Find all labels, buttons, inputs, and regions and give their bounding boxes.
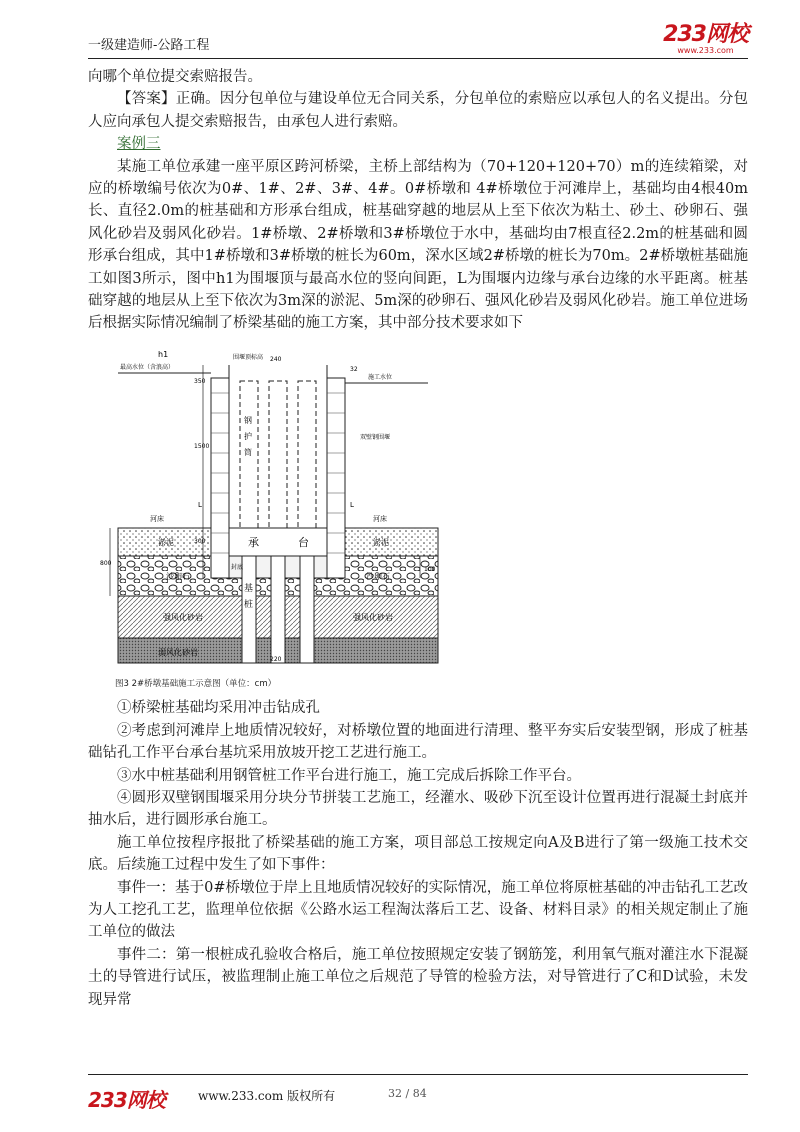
case-description: 某施工单位承建一座平原区跨河桥梁，主桥上部结构为（70+120+120+70）m的连续箱梁，对应的桥墩编号依次为0#、1#、2#、3#、4#。0#桥墩和 4#桥墩位于河滩岸上，基础均由4根40m长、直径2.0m的桩基础和方形承台组成，桩基础穿越的地层从上至下依次为粘土、砂土、砂卵石、强风化砂岩及弱风化砂岩。1#桥墩、2#桥墩和3#桥墩位于水中，基础均由7根直径2.2m的桩基础和圆形承台组成，其中1#桥墩和3#桥墩的桩长为60m，深水区域2#桥墩的桩长为70m。2#桥墩桩基础施工如图3所示，图中h1为围堰顶与最高水位的竖向间距，L为围堰内边缘与承台边缘的水平距离。桩基础穿越的地层从上至下依次为3m深的淤泥、5m深的砂卵石、强风化砂岩及弱风化砂岩。施工单位进场后根据实际情况编制了桥梁基础的施工方案，其中部分技术要求如下 <box>88 158 748 332</box>
label-double-wall: 双壁钢围堰 <box>360 433 391 441</box>
brand-logo-url: www.233.com <box>677 46 734 55</box>
label-cap-2: 台 <box>298 535 309 549</box>
label-silt-left: 淤泥 <box>158 537 174 547</box>
label-cofferdam-top: 围堰顶标高 <box>233 353 264 361</box>
dim-240: 240 <box>270 355 282 363</box>
header-title: 一级建造师-公路工程 <box>88 38 210 53</box>
requirement-3: ③水中桩基础利用钢管桩工作平台进行施工，施工完成后拆除工作平台。 <box>117 767 581 784</box>
footer-logo[interactable]: 233网校 <box>88 1088 165 1112</box>
foundation-diagram-svg <box>98 343 458 673</box>
header-rule <box>88 58 748 59</box>
figure-caption: 图3 2#桥墩基础施工示意图（单位：cm） <box>115 678 277 689</box>
dim-32: 32 <box>350 365 358 373</box>
event-1: 事件一：基于0#桥墩位于岸上且地质情况较好的实际情况，施工单位将原桩基础的冲击钻孔工艺改为人工挖孔工艺，监理单位依据《公路水运工程淘汰落后工艺、设备、材料目录》的相关规定制止了施工单位的做法 <box>88 879 748 941</box>
label-L-right: L <box>350 500 354 509</box>
label-casing-3: 筒 <box>244 447 252 457</box>
casing-2 <box>269 381 287 528</box>
label-pile-2: 桩 <box>244 599 254 610</box>
label-gravel-right: 沙卵石 <box>366 571 390 581</box>
label-casing-2: 护 <box>244 431 252 441</box>
pile-cap <box>229 528 327 556</box>
label-gravel-left: 沙卵石 <box>166 571 190 581</box>
dim-220: 220 <box>270 655 282 663</box>
event-2: 事件二：第一根桩成孔验收合格后，施工单位按照规定安装了钢筋笼，利用氧气瓶对灌注水下混凝土的导管进行试压，被监理制止施工单位之后规范了导管的检验方法，对导管进行了C和D试验，未发现异常 <box>88 946 748 1008</box>
label-weak-weather: 弱风化砂岩 <box>158 647 198 657</box>
label-h1: h1 <box>158 349 169 359</box>
dim-300: 300 <box>194 537 206 545</box>
label-L-left: L <box>198 500 202 509</box>
foundation-diagram <box>98 343 638 695</box>
label-casing-1: 钢 <box>244 415 252 425</box>
label-silt-right: 淤泥 <box>373 537 389 547</box>
label-constr-water: 施工水位 <box>368 373 393 381</box>
dim-100: 100 <box>424 565 436 573</box>
label-cap-1: 承 <box>248 535 259 549</box>
label-pile-1: 基 <box>244 583 254 594</box>
label-strong-weather-right: 强风化砂岩 <box>353 612 393 622</box>
footer-rule <box>88 1074 748 1075</box>
cofferdam-wall-left <box>211 378 229 578</box>
dim-1500: 1500 <box>194 442 210 450</box>
footer-copyright: www.233.com 版权所有 <box>198 1089 336 1103</box>
requirement-4: ④圆形双壁钢围堰采用分块分节拼装工艺施工，经灌水、吸砂下沉至设计位置再进行混凝土封底并抽水后，进行圆形承台施工。 <box>88 789 748 829</box>
label-strong-weather-left: 强风化砂岩 <box>163 612 203 622</box>
page-footer <box>88 1080 748 1110</box>
pile-2 <box>271 556 285 663</box>
label-riverbed-right: 河床 <box>373 514 387 523</box>
dim-800: 800 <box>100 559 112 567</box>
requirement-2: ②考虑到河滩岸上地质情况较好，对桥墩位置的地面进行清理、整平夯实后安装型钢，形成了桩基础钻孔工作平台承台基坑采用放坡开挖工艺进行施工。 <box>88 722 748 762</box>
casing-3 <box>298 381 316 528</box>
dim-350: 350 <box>194 377 206 385</box>
cofferdam-wall-right <box>327 378 345 578</box>
paragraph: 向哪个单位提交索赔报告。 <box>88 69 262 85</box>
page-header <box>88 22 748 56</box>
brand-logo[interactable] <box>663 24 748 55</box>
brand-logo-text: 233网校 <box>663 22 748 47</box>
case-heading <box>88 133 748 155</box>
document-body <box>88 66 748 1011</box>
case-title: 案例三 <box>117 136 161 153</box>
answer-paragraph: 【答案】正确。因分包单位与建设单位无合同关系，分包单位的索赔应以承包人的名义提出。分包人应向承包人提交索赔报告，由承包人进行索赔。 <box>88 91 748 130</box>
pile-3 <box>300 556 314 663</box>
label-seal: 封底 <box>231 563 244 571</box>
label-riverbed-left: 河床 <box>150 514 164 523</box>
paragraph: 施工单位按程序报批了桥梁基础的施工方案，项目部总工按规定向A及B进行了第一级施工技术交底。后续施工过程中发生了如下事件： <box>88 834 748 874</box>
label-highwater: 最高水位（含浪高） <box>120 363 175 371</box>
page-number: 32 / 84 <box>388 1087 427 1100</box>
requirement-1: ①桥梁桩基础均采用冲击钻成孔 <box>117 700 320 717</box>
